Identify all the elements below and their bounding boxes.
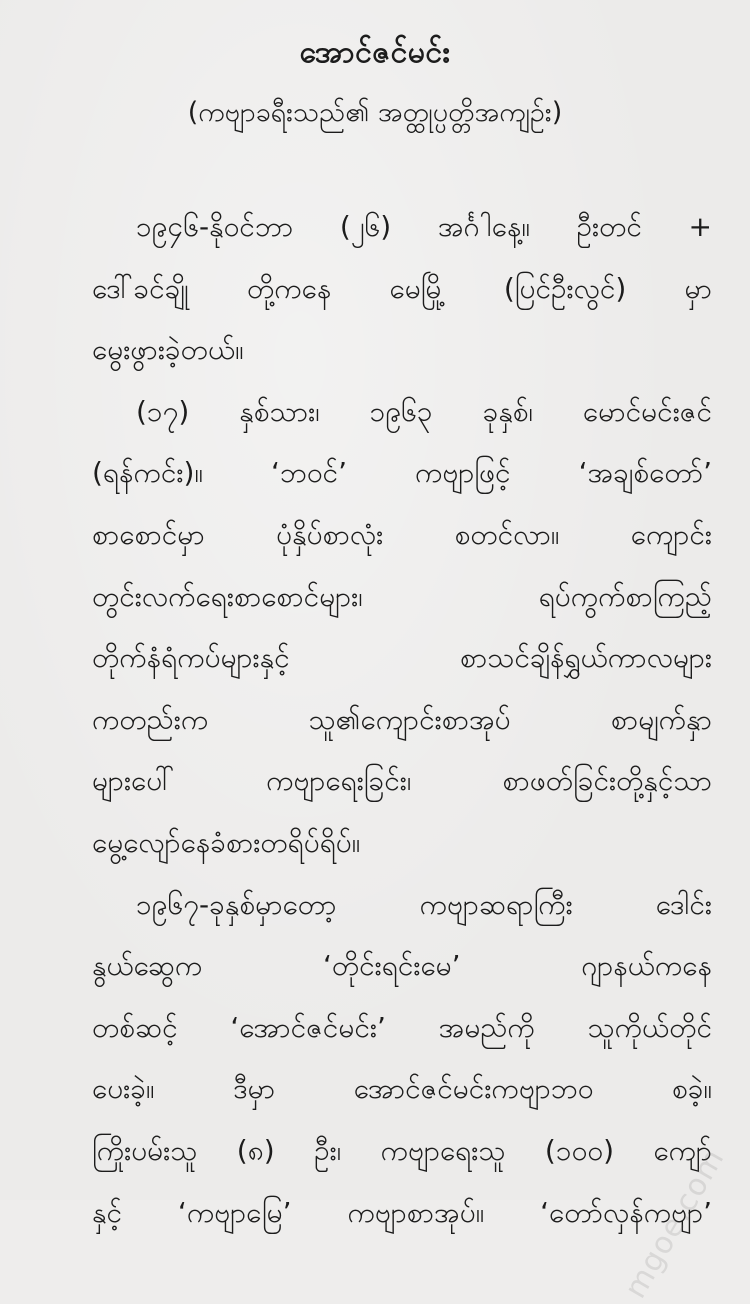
- text-line: မွေးဖွားခဲ့တယ်။: [92, 319, 712, 381]
- text-line: ၁၉၆၇-ခုနှစ်မှာတော့ ကဗျာဆရာကြီး ဒေါင်း: [92, 874, 712, 936]
- watermark: mgoe.com: [618, 1143, 732, 1304]
- text-line: နှင့် ‘ကဗျာမြေ’ ကဗျာစာအုပ်။ ‘တော်လှန်ကဗျာ’: [92, 1182, 712, 1244]
- page-subtitle: (ကဗျာခရီးသည်၏ အတ္ထုပ္ပတ္တိအကျဉ်း): [0, 95, 750, 135]
- text-line: (၁၇) နှစ်သား၊ ၁၉၆၃ ခုနှစ်၊ မောင်မင်းဇင်: [92, 381, 712, 443]
- text-line: စာစောင်မှာ ပုံနှိပ်စာလုံး စတင်လာ။ ကျောင်း: [92, 504, 712, 566]
- text-line: များပေါ် ကဗျာရေးခြင်း၊ စာဖတ်ခြင်းတို့နှင့်သာ: [92, 750, 712, 812]
- text-line: (ရန်ကင်း)။ ‘ဘဝင်’ ကဗျာဖြင့် ‘အချစ်တော်’: [92, 442, 712, 504]
- text-line: ၁၉၄၆-နိုဝင်ဘာ (၂၆) အင်္ဂါနေ့။ ဦးတင် +: [92, 196, 712, 258]
- text-line: နွယ်ဆွေက ‘တိုင်းရင်းမေ’ ဂျာနယ်ကနေ: [92, 935, 712, 997]
- text-line: ကတည်းက သူ၏ကျောင်းစာအုပ် စာမျက်နှာ: [92, 689, 712, 751]
- body-text: [92, 196, 712, 1243]
- text-line: တစ်ဆင့် ‘အောင်ဇင်မင်း’ အမည်ကို သူကိုယ်တိုင်: [92, 997, 712, 1059]
- text-line: ဒေါ်ခင်ချို တို့ကနေ မေမြို့ (ပြင်ဦးလွင်) မှာ: [92, 258, 712, 320]
- text-line: တွင်းလက်ရေးစာစောင်များ၊ ရပ်ကွက်စာကြည့်: [92, 566, 712, 628]
- text-line: တိုက်နံရံကပ်များနှင့် စာသင်ချိန်ရွှယ်ကာလများ: [92, 627, 712, 689]
- page-title: အောင်ဇင်မင်း: [0, 32, 750, 77]
- text-line: ကြိုးပမ်းသူ (၈) ဦး၊ ကဗျာရေးသူ (၁၀၀) ကျော်: [92, 1120, 712, 1182]
- text-line: ပေးခဲ့။ ဒီမှာ အောင်ဇင်မင်းကဗျာဘဝ စခဲ့။: [92, 1058, 712, 1120]
- text-line: မွေ့လျော်နေခံစားတရိပ်ရိပ်။: [92, 812, 712, 874]
